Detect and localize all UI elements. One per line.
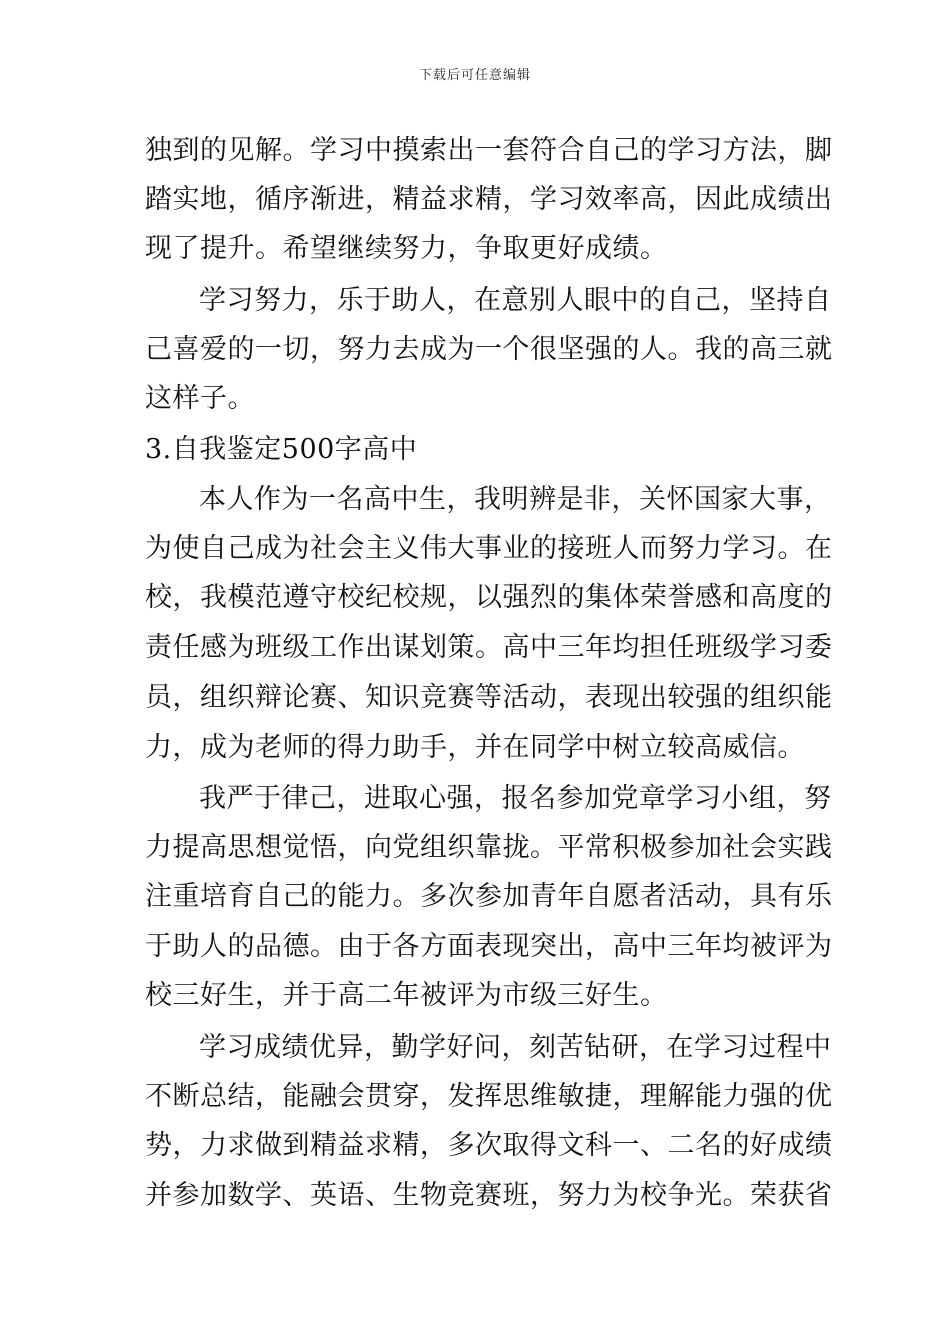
- section-heading: 3.自我鉴定500字高中: [145, 434, 418, 465]
- paragraph-first-line: 学习成绩优异，勤学好问，刻苦钻研，在学习过程中: [199, 1032, 832, 1063]
- text-line: 责任感为班级工作出谋划策。高中三年均担任班级学习委: [145, 632, 833, 663]
- text-line: 并参加数学、英语、生物竞赛班，努力为校争光。荣获省: [145, 1180, 833, 1211]
- page-header-note: 下载后可任意编辑: [418, 68, 531, 83]
- text-line: 踏实地，循序渐进，精益求精，学习效率高，因此成绩出: [145, 184, 833, 215]
- text-line: 势，力求做到精益求精，多次取得文科一、二名的好成绩: [145, 1130, 833, 1161]
- paragraph-first-line: 我严于律己，进取心强，报名参加党章学习小组，努: [199, 783, 832, 814]
- text-line: 于助人的品德。由于各方面表现突出，高中三年均被评为: [145, 931, 833, 962]
- text-line: 校，我模范遵守校纪校规，以强烈的集体荣誉感和高度的: [145, 582, 833, 613]
- text-line: 现了提升。希望继续努力，争取更好成绩。: [145, 233, 668, 264]
- text-line: 注重培育自己的能力。多次参加青年自愿者活动，具有乐: [145, 881, 833, 912]
- text-line: 不断总结，能融会贯穿，发挥思维敏捷，理解能力强的优: [145, 1081, 833, 1112]
- text-line: 己喜爱的一切，努力去成为一个很坚强的人。我的高三就: [145, 334, 833, 365]
- text-line: 为使自己成为社会主义伟大事业的接班人而努力学习。在: [145, 533, 833, 564]
- text-line: 力提高思想觉悟，向党组织靠拢。平常积极参加社会实践: [145, 832, 833, 863]
- text-line: 力，成为老师的得力助手，并在同学中树立较高威信。: [145, 732, 805, 763]
- text-line: 独到的见解。学习中摸索出一套符合自己的学习方法，脚: [145, 135, 833, 166]
- text-line: 校三好生，并于高二年被评为市级三好生。: [145, 980, 668, 1011]
- text-line: 这样子。: [145, 383, 255, 414]
- text-line: 员，组织辩论赛、知识竞赛等活动，表现出较强的组织能: [145, 682, 833, 713]
- paragraph-first-line: 本人作为一名高中生，我明辨是非，关怀国家大事，: [199, 484, 832, 515]
- paragraph-first-line: 学习努力，乐于助人，在意别人眼中的自己，坚持自: [199, 285, 832, 316]
